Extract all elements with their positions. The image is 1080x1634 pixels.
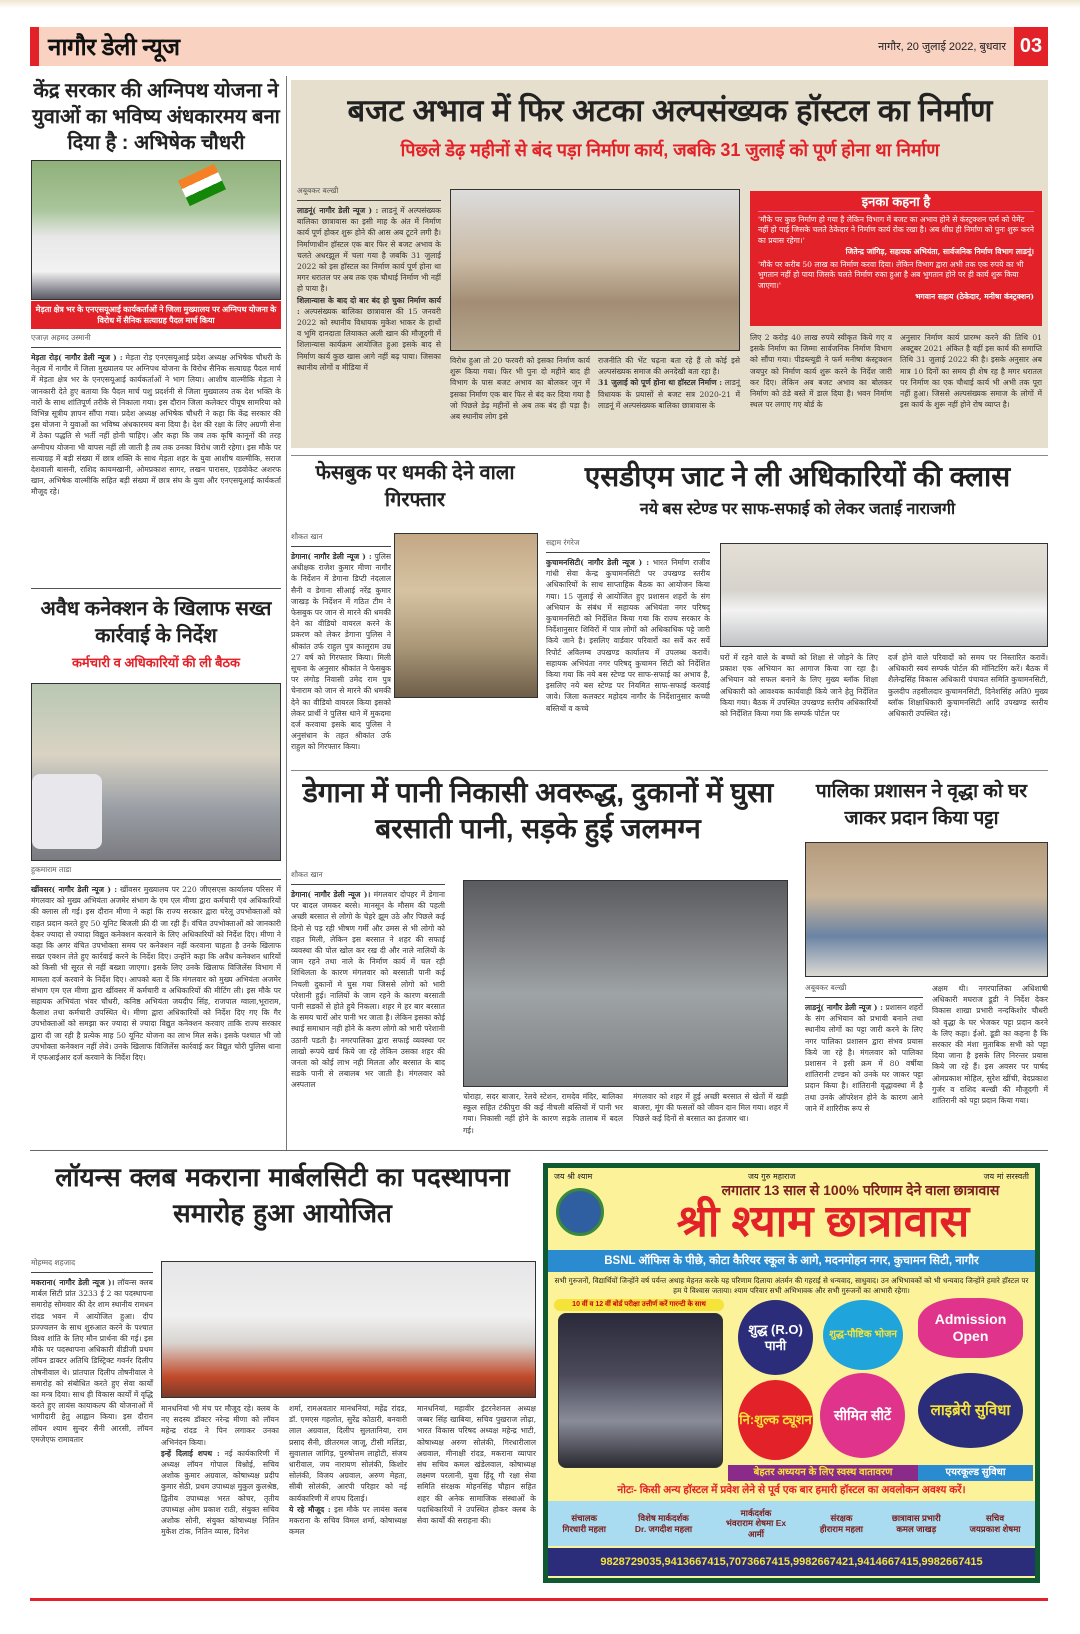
feature-nutritious-food: शुद्ध-पौष्टिक भोजन [823,1300,903,1370]
illegal-connection-subheadline: कर्मचारी व अधिकारियों की ली बैठक [71,655,241,670]
sdm-dateline: कुचामनसिटी( नागौर डेली न्यूज ) : [546,558,649,567]
newspaper-title: नागौर डेली न्यूज [48,34,180,61]
sdm-body-1: भारत निर्माण राजीव गांधी सेवा केन्द्र कुचामनसिटी पर उपखण्ड स्तरीय अधिकारियों के साथ साप्ताहिक बैठक का आयोजन किया गया। 15 जुलाई से आयोजित हुए प्रशासन शहरों के संग अभियान के संबंध में सहायक अभियंता नगर परिषद् कुचामनसिटी को निर्देशित किया गया कि राज्य सरकार के निर्देशानुसार शिविरों में पात्र लोगों को अधिकाधिक पट्टे जारी किये जाने है। इसलिए वार्डवार परिवारों का सर्वे कर सर्वे रिपोर्ट अविलम्ब उपखण्ड कार्यालय में उपलब्ध करावें। सहायक अभियंता नगर परिषद् कुचामन सिटी को निर्देशित किया गया कि नये बस स्टेण्ड पर साफ-सफाई का अभाव है, इसलिए नये बस स्टेण्ड पर नियमित साफ-सफाई करवाई जावे। जिला कलक्टर महोदय नागौर के निर्देशानुसार कच्ची बस्तियों व कच्चे [546,558,710,713]
agnipath-photo [31,160,281,300]
facebook-dateline: डेगाना( नागौर डेली न्यूज ) : [291,552,372,561]
rain-headline: डेगाना में पानी निकासी अवरूद्ध, दुकानों में घुसा बरसाती पानी, सड़के हुई जलमग्न [302,777,774,844]
ad-staff-list [548,1501,1035,1546]
hostel-byline: अबूबकर बल्खी [297,186,441,201]
hostel-subheadline: पिछले डेढ़ महीनों से बंद पड़ा निर्माण कार्य, जबकि 31 जुलाई को पूर्ण होना था निर्माण [400,140,940,160]
sdm-col-2: घरों में रहने वाले के बच्चों को शिक्षा से जोड़ने के लिए प्रकाश एक अभियान का आगाज किया जा रहा है। अभियान को सफल बनाने के लिए मुख्य ब्लॉक शिक्षा अधिकारी को आवश्यक कार्यवाही किये जाने हेतु निर्देशित किया गया। बैठक में उपस्थित उपखण्ड स्तरीय अधिकारियों को निर्देशित किया गया कि सम्पर्क पोर्टल पर [720,653,878,719]
hostel-logo-icon [556,1188,604,1236]
illegal-connection-headline: अवैध कनेक्शन के खिलाफ सख्त कार्रवाई के निर्देश [40,598,272,647]
quote-1: 'मौके पर कुछ निर्माण हो गया है लेकिन विभाग में बजट का अभाव होने से कंस्ट्रक्शन फर्म को पेमेंट नहीं हो पाई जिसके चलते ठेकेदार ने निर्माण कार्य रोक रखा है। अब शीघ्र ही निर्माण को पुनः शुरू करने का प्रयास रहेगा।' [758,214,1035,245]
lions-body-3: शर्मा, रामअवतार मानधनियां, महेंद्र रांदड, डॉ. एमएस गहलोत, सुरेंद्र कोठारी, बनवारी लाल अग्रवाल, दिलीप सुलतानिया, राम प्रसाद सैनी, छीतरमल जाजू, टीसी मलिंडा, सुवालाल जांगिड़, पुरुषोत्तम लाहोटी, संजय धारीवाल, जय नारायण सोलंकी, किशोर सोलंकी, विजय अग्रवाल, अरुण मेहता, सीबी सोलंकी, आरपी परिहार को नई कार्यकारिणी में शपथ दिलाई। [289,1404,407,1503]
feature-library: लाइब्रेरी सुविधा [918,1373,1023,1448]
hostel-body-3b: लाडनूं विधायक के प्रयासों से बजट सत्र 2020-21 में लाडनूं में अल्पसंख्यक बालिका छात्रावास के [598,378,740,410]
sdm-byline: सद्दाम रंगरेज [546,538,710,553]
staff-member: मार्कदर्शक भंवराराम शेषमा Ex आर्मी [725,1508,787,1539]
staff-member: छात्रावास प्रभारी कमल जाखड़ [891,1513,941,1534]
rain-dateline: डेगाना( नागौर डेली न्यूज )। [291,890,371,899]
lions-col-1 [31,1258,153,1445]
hostel-body-1b: अल्पसंख्यक बालिका छात्रावास की 15 जनवरी 2022 को स्थानीय विधायक मुकेश भाकर के हाथों व भूमि दानदाता लियाकत अली खान की मौजूदगी में शिलान्यास कार्यक्रम आयोजित हुआ इसके बाद से निर्माण कार्य कुछ खास आगे नहीं बढ़ पाया। जिसका स्थानीय लोगों व मीडिया में [297,306,441,372]
quote-box [750,191,1042,326]
ad-greeting-right: जय मां सरस्वती [983,1172,1029,1181]
quote-2-attribution: भगवान सहाय (ठेकेदार, मनीषा कंस्ट्रक्शन) [915,292,1034,301]
page-top-edge [0,0,1080,8]
feature-free-tuition: नि:शुल्क ट्यूशन [738,1380,813,1460]
patta-dateline: लाडनूं( नागौर डेली न्यूज ) : [805,1003,883,1012]
agnipath-article [31,333,281,498]
hostel-subhead-1: शिलान्यास के बाद दो बार बंद हो चुका निर्माण कार्य : [297,295,441,316]
ad-greeting-left: जय श्री श्याम [554,1172,593,1181]
dateline: नागौर, 20 जुलाई 2022, बुधवार [878,41,1006,53]
ad-thanks: सभी गुरुजनों, विद्यार्थियों जिन्होंने वर्ष पर्यन्त अथाह मेहनत करके यह परिणाम दिलाया अंतर्मन की गहराई से धन्यवाद, साधुवाद। उन अभिभावकों को भी धन्यवाद जिन्होंने हमारे हॉस्टल पर हम पे विश्वास जताया। श्याम परिवार सभी अभिभावक और सभी गुरुजनों का आभारी रहेगा। [554,1276,1029,1295]
facebook-article [291,532,391,753]
quote-box-title: इनका कहना है [758,197,1034,212]
masthead-accent-bar [30,27,39,66]
hostel-advertisement [543,1163,1040,1583]
rain-col-2: चोराहा, सदर बाजार, रेलवे स्टेशन, रामदेव मंदिर, बालिका स्कूल सहित टंकीपुरा की कई नीचली बस्तियों में पानी भर गया। निकासी नहीं होने के कारण सड़के तालाब में बदल गई। [463,1092,623,1135]
quote-1-attribution: जितेन्द्र जांगिड़, सहायक अभियंता, सार्वजनिक निर्माण विभाग लाडनूं। [845,247,1034,256]
ad-phone-numbers: 9828729035,9413667415,7073667415,9982667421,9414667415,9982667415 [548,1548,1035,1576]
hostel-body-3: राजनीति की भेंट चढ़ना बता रहे हैं तो कोई इसे अल्पसंख्यक समाज की अनदेखी बता रहा है। [598,356,740,377]
flooded-street-photo [463,880,788,1087]
page-bottom-rule [30,1598,1048,1601]
lions-dateline: मकराना( नागौर डेली न्यूज )। [31,1278,115,1287]
car-shape [32,774,102,849]
hostel-body-1: लाडनूं में अल्पसंख्यक बालिका छात्रावास का इसी माह के अंत में निर्माण कार्य पूर्ण होकर शुरू होने की आस अब टूटने लगी है। निर्माणाधीन हॉस्टल एक बार फिर से बजट अभाव के चलते अधरझूल में चला गया है जबकि 31 जुलाई 2022 को इस हॉस्टल का निर्माण कार्य पूर्ण होना था मगर धरातल पर अब तक एक चौथाई निर्माण भी नहीं हो पाया है। [297,206,441,294]
hostel-building-photo [558,1313,723,1468]
ad-note: नोटः- किसी अन्य हॉस्टल में प्रवेश लेने से पूर्व एक बार हमारी हॉस्टल का अवलोकन अवश्य करें। [617,1484,966,1496]
rain-col-3: मंगलवार को शहर में हुई अच्छी बरसात से खेतों में खड़ी बाजरा, मूंग की फसलों को जीवन दान मिल गया। शहर में पिछले कई दिनों से बरसात का इंतजार था। [633,1092,788,1124]
facebook-body: पुलिस अधीक्षक राजेश कुमार मीणा नागौर के निर्देशन में डेगाना डिप्टी नंदलाल सैनी व डेगाना सीआई नरेंद्र कुमार जाखड़ के निर्देशन में गठित टीम ने फेसबुक पर जान से मारने की धमकी देने का वीडियो वायरल करने के प्रकरण को लेकर डेगाना पुलिस ने श्रीकांत उर्फ राहुल पुत्र कालूराम उम्र 27 वर्ष को गिरफ्तार किया। मिली सूचना के अनुसार श्रीकांत ने फेसबुक पर लंगोड़ निवासी उमेद राम पुत्र चेनाराम को जान से मारने की धमकी देने का वीडियो वायरल किया इसको लेकर प्रार्थी ने पुलिस थाने में मुकदमा दर्ज करवाया इसके बाद पुलिस ने अनुसंधान के तहत श्रीकांत उर्फ राहुल को गिरफ्तार किया। [291,552,391,752]
staff-member: सचिव जयप्रकाश शेषमा [969,1513,1021,1534]
divider [30,1150,1048,1151]
patta-body-1: प्रशासन शहरों के संग अभियान को प्रभावी बनाने तथा स्थानीय लोगों का पट्टा जारी करने के लिए नगर पालिका प्रशासन द्वारा संभव प्रयास किये जा रहे है। मंगलवार को पालिका प्रशासन ने इसी क्रम में 80 वर्षीया शांतिरानी टण्डन को उनके घर जाकर पट्टा प्रदान किया है। शांतिरानी वृद्धावस्था में है तथा उनके ऑपरेशन होने के कारण आने जाने में शारिरीक रूप से [805,1003,924,1113]
hostel-col-4: लिए 2 करोड़ 40 लाख रुपये स्वीकृत किये गए व इसके निर्माण का जिम्मा सार्वजनिक निर्माण विभाग को सौंपा गया। पीडब्ल्यूडी ने फर्म मनीषा कंस्ट्रक्शन जयपुर को निर्माण कार्य शुरू करने के निर्देश जारी कर दिए। लेकिन अब बजट अभाव का बोलकर निर्माण को ठंडे बस्ते में डाल दिया है। भवन निर्माण स्थल पर लगाए गए बोर्ड के [750,333,892,410]
lions-body-3b: इस मौके पर लायंस क्लब मकराना के सचिव विमल शर्मा, कोषाध्यक्ष कमल [289,1504,407,1537]
facebook-headline: फेसबुक पर धमकी देने वाला गिरफ्तार [315,462,515,511]
sdm-headline: एसडीएम जाट ने ली अधिकारियों की क्लास [584,461,1011,492]
ad-guarantee-badge: 10 वीं व 12 वीं बोर्ड परीक्षा उत्तीर्ण करें गारन्टी के साथ [554,1299,724,1311]
illegal-connection-byline: हुकमाराम ताडा [31,865,281,880]
facebook-arrest-photo [394,533,538,698]
lions-group-photo [161,1261,536,1398]
sdm-col-3: दर्ज होने वाले परिवादों को समय पर निस्तारित करावें। अधिकारी स्वयं सम्पर्क पोर्टल की मॉनिटरिंग करें। बैठक में शैलेन्द्रसिंह विकास अधिकारी पंचायत समिति कुचामनसिटी, कुलदीप तहसीलदार कुचामनसिटी, दिनेशसिंह अति0 मुख्य ब्लॉक शिक्षाधिकारी कुचामनसिटी आदि उपखण्ड स्तरीय अधिकारी उपस्थित रहे। [888,653,1048,719]
ad-hostel-name: श्री श्याम छात्रावास [676,1197,970,1246]
patta-col-2: अक्षम थी। नगरपालिका अधिशाषी अधिकारी मघराज डूडी ने निर्देश देकर विकास शाखा प्रभारी नन्दकिशोर चौधरी को वृद्धा के घर भेजकर पट्टा प्रदान करने के लिए कहा। ईओ. डूडी का कहना है कि सरकार की मंशा मुताबिक सभी को पट्टा दिया जाना है इसके लिए निरन्तर प्रयास किये जा रहे हैं। इस अवसर पर पार्षद ओमप्रकाश मोहिल, सुरेश खींची, वेदप्रकाश गुर्जर व राशिद बल्खी की मौजूदगी में शांतिरानी को पट्टा प्रदान किया गया। [932,984,1048,1106]
agnipath-byline: एजाज़ अहमद उस्मानी [31,333,281,348]
illegal-connection-article [31,865,281,1063]
hostel-construction-photo [450,189,740,351]
lions-headline: लॉयन्स क्लब मकराना मार्बलसिटी का पदस्थापना समारोह हुआ आयोजित [55,1163,510,1229]
lions-col-4: मानधनियां, महावीर इंटरनेशनल अध्यक्ष जब्बर सिंह खाबिया, सचिव पुखराज लोढ़ा, भारत विकास परिषद अध्यक्ष महेन्द्र भाटी, कोषाध्यक्ष अरुण सोलंकी, गिरधारीलाल अग्रवाल, मीनाक्षी रांदड, मकराना व्यापार संघ सचिव कमल खंडेलवाल, कोषाध्यक्ष लक्ष्मण परलानी, युवा हिंदू गौ रक्षा सेवा समिति संरक्षक मोहनसिंह चौहान सहित शहर की अनेक सामाजिक संस्थाओं के पदाधिकारियों ने उपस्थित होकर क्लब के सेवा कार्यों की सराहना की। [417,1404,536,1526]
lions-col-3 [289,1403,407,1537]
divider [291,770,1048,771]
sdm-subheadline: नये बस स्टेण्ड पर साफ-सफाई को लेकर जताई नाराजगी [639,501,956,518]
hostel-col-3 [598,355,740,411]
lions-body-2b: नई कार्यकारिणी में अध्यक्ष लॉयन गोपाल विश्नोई, सचिव अशोक कुमार अग्रवाल, कोषाध्यक्ष प्रदीप कुमार सेठी, प्रथम उपाध्यक्ष मुकुल कुलश्रेष्ठ, द्वितीय उपाध्यक्ष भरत कोचर, तृतीय उपाध्यक्ष ओम प्रकाश राठी, संयुक्त सचिव अशोक सोनी, संयुक्त कोषाध्यक्ष नितिन मुकेश टांक, नितिन व्यास, दिनेश [161,1448,280,1537]
illegal-connection-photo [31,683,281,861]
staff-member: विशेष मार्कदर्शक Dr. जगदीश महला [634,1513,693,1534]
patta-headline: पालिका प्रशासन ने वृद्धा को घर जाकर प्रदान किया पट्टा [815,781,1028,829]
ad-strip-environment: बेहतर अध्ययन के लिए स्वस्थ वातावरण [728,1465,918,1481]
staff-member: संरक्षक हीराराम महला [819,1513,863,1534]
page-number: 03 [1014,27,1048,66]
rain-col-1 [291,870,445,1091]
hostel-subhead-2: 31 जुलाई को पूर्ण होना था हॉस्टल निर्माण : [598,378,723,388]
ad-tagline: लगातार 13 साल से 100% परिणाम देने वाला छात्रावास [721,1182,1000,1198]
rain-byline: शौकत खान [291,870,445,885]
ad-greeting-center: जय गुरु महाराज [748,1172,796,1181]
feature-admission-open: Admission Open [918,1298,1023,1358]
sdm-meeting-photo [720,543,1048,647]
patta-handover-photo [805,842,1048,977]
hostel-col-1 [297,186,441,373]
hostel-dateline: लाडनूं( नागौर डेली न्यूज ) : [297,206,379,215]
patta-col-1 [805,983,923,1114]
lions-col-2 [161,1403,279,1537]
hostel-col-2: विरोध हुआ तो 20 फरवरी को इसका निर्माण कार्य शुरू किया गया। फिर भी पुनः दो महीने बाद ही विभाग के पास बजट अभाव का बोलकर जून में इसका निर्माण एक बार फिर से बंद कर दिया गया है जो पिछले डेढ़ महीनों से अब तक बंद ही पड़ा है। अब स्थानीय लोग इसे [450,356,590,422]
illegal-connection-body: खींवसर मुख्यालय पर 220 जीएसएस कार्यालय परिसर में मंगलवार को मुख्य अभियंता अजमेर संभाग के एम एल मीणा द्वारा कर्मचारी एवं अधिकारियों की क्लास ली गई। इस दौरान मीणा ने कहां कि राज्य सरकार द्वारा घरेलू उपभोक्ताओं को राहत प्रदान करते हुए 50 यूनिट बिजली फ्री दी जा रही हैं। वंचित उपभोक्ताओं को जानकारी देकर ज्यादा से ज्यादा विद्युत कनेक्शन करवाने के लिए अधिकारियों को निर्देश दिए। मीणा ने कहा कि अगर वंचित उपभोक्ता समय पर कनेक्शन नहीं करवाना चाहता है उनके खिलाफ सख्त एक्शन लेते हुए कार्रवाई करने के निर्देश दिए। उन्होंने कहा कि अवैध कनेक्शन धारियों को किसी भी सूरत से नहीं बख्शा जाएगा। इसके लिए उनके खिलाफ विजिलेंस विभाग में मामला दर्ज करवाने के निर्देश दिए। आपको बता दें कि मंगलवार को मुख्य अभियंता अजमेर संभाग एम एल मीणा द्वारा खींवसर में कर्मचारी व अधिकारियों की मीटिंग ली। इस मौके पर सहायक अभियंता भंवर चौधरी, कनिष्ठ अभियंता जयदीप सिंह, राजपाल ग्वाला,भूराराम, कैलाश तथा कर्मचारी उपस्थित थे। मीणा द्वारा अधिकारियों को निर्देश दिए गए कि गैर उपभोक्ताओं को समझा कर ज्यादा से ज्यादा विद्युत कनेक्शन करवाए ताकि राज्य सरकार द्वारा दी जा रही है प्रत्येक माह 50 यूनिट योजना का लाभ मिल सके। इसके पश्चात भी जो उपभोक्ता कनेक्शन नहीं लेवे। उनके खिलाफ विजिलेंस कार्रवाई कर विद्युत चोरी पुलिस थाना में एफआईआर दर्ज करवाने के निर्देश दिए। [31,885,281,1063]
sdm-col-1 [546,538,710,714]
lions-subhead-2: ये रहे मौजूद : [289,1504,331,1514]
lions-body-1: लॉयन्स क्लब मार्बल सिटी प्रांत 3233 ई 2 का पदस्थापना समारोह सोमवार की देर शाम स्थानीय रामधन रांदड भवन में आयोजित हुआ। दीप प्रज्ज्वलन के साथ शुरुआत करने के पश्चात विश्व शांति के लिए मौन प्रार्थना की गई। इस मौके पर पदस्थापना अधिकारी वीडीजी प्रथम लॉयन डाक्टर अतिथि डिस्ट्रिक्ट गवर्नर दिलीप तोषनीवाल थे। प्रांतपाल दिलीप तोषनीवाल ने समारोह को संबोधित करते हुए सेवा कार्यों का मन्त्र दिया। साथ ही विकास कार्यों में वृद्धि करते हुए लायंस कायाकल्प की योजनाओं में भागीदारी हेतु आह्वान किया। इस दौरान लॉयन श्याम सुन्दर सैनी आरसी, लॉयन एमजेएफ रामावतार [31,1278,153,1444]
hostel-headline: बजट अभाव में फिर अटका अल्पसंख्यक हॉस्टल का निर्माण [347,93,993,128]
illegal-connection-dateline: खींवसर( नागौर डेली न्यूज ) : [31,885,117,894]
quote-2: 'मौके पर करीब 50 लाख का निर्माण करवा दिया। लेकिन विभाग द्वारा अभी तक एक रुपये का भी भुगतान नहीं हो पाया जिसके चलते निर्माण रुका हुआ है अब भुगतान होने पर ही कार्य शुरू किया जाएगा।' [758,259,1024,290]
ad-strip-aircooled: एयरकूल्ड सुविधा [918,1465,1033,1481]
patta-byline: अबूबकर बल्खी [805,983,923,998]
agnipath-photo-caption: मेड़ता क्षेत्र भर के एनएसयूआई कार्यकर्ताओं ने जिला मुख्यालय पर अग्निपथ योजना के विरोध में सैनिक सत्याग्रह पैदल मार्च किया [31,301,281,329]
ad-address: BSNL ऑफिस के पीछे, कोटा कैरियर स्कूल के आगे, मदनमोहन नगर, कुचामन सिटी, नागौर [548,1250,1035,1272]
divider [291,455,1048,456]
rain-body-1: मंगलवार दोपहर में डेगाना पर बादल जमकर बरसे। मानसून के मौसम की पहली अच्छी बरसात से लोगो के चेहरे झूम उठे और पिछले कई दिनो से पड़ रही भीषण गर्मी और उमस से भी लोगो को राहत मिली, लेकिन इस बरसात ने शहर की सफाई व्यवस्था की पोल खोल कर रख दी और नाले नालियों के जाम रहने तथा नाले के निर्माण कार्य में चल रही शिथिलता के कारण मंगलवार को बरसाती पानी कई निचली दुकानों मे घुस गया जिससे लोगो को भारी परेशानी हुई। नालियों के जाम रहने के कारण बरसाती पानी सडकों से होते हुये निकला। शहर मे हर बार बरसात के समय चारों ओर पानी भर जाता है। लेकिन इसका कोई स्थाई समाधान नही होने के करण लोगो को भारी परेशानी उठानी पडती है। नगरपालिका द्वारा सफाई व्यवस्था पर लाखो रूपये खर्च किये जा रहे लेकिन उसका शहर की जनता को कोई लाभ नही मिलता और बरसात के बाद सडके पानी से लबालब भर जाती है। मंगलवार को अस्पताल [291,890,445,1090]
agnipath-body: मेड़ता रोड़ एनएसयूआई प्रदेश अध्यक्ष अभिषेक चौधरी के नेतृत्व में नागौर में जिला मुख्यालय पर अग्निपथ योजना के विरोध सैनिक सत्याग्रह पैदल मार्च में मेड़ता क्षेत्र भर के एनएसयूआई कार्यकर्ताओं ने भाग लिया। आशीष वाल्मीकि मेड़ता ने जानकारी देते हुए बताया कि पैदल मार्च पशु प्रदर्शनी से जिला मुख्यालय तक देश भक्ति के नारों के साथ शांतिपूर्ण तरीके से निकाला गया। इस दौरान जिला कलेक्टर पीयूष सामरिया को विभिन्न सूत्रीय ज्ञापन सौंपा गया। प्रदेश अध्यक्ष अभिषेक चौधरी ने कहा कि केंद्र सरकार की इस योजना ने युवाओं का भविष्य अंधकारमय बना दिया है। देश की रक्षा के लिए अग्रणी सेना में ठेका पद्धति से भर्ती नहीं होनी चाहिए। और कहा कि जब तक कृषि कानूनों की तरह अग्नीपथ योजना भी वापस नहीं ली जाती है तब तक उनका विरोध जारी रहेगा। इस मौके पर सत्याग्रह में बड़ी संख्या में छात्र शक्ति के साथ मेड़ता शहर के युवा आशीष वाल्मीकि, सराज देशवाली बासनी, राशिद कायमखानी, ओमप्रकाश सागर, लखन पारासर, एडवोकेट अशरफ खान, अभिषेक वाल्मीकि सहित बड़ी संख्या में छात्र संघ के युवा और एनएसयूआई कार्यकर्ता मौजूद रहे। [31,353,281,497]
agnipath-headline: केंद्र सरकार की अग्निपथ योजना ने युवाओं का भविष्य अंधकारमय बना दिया है : अभिषेक चौधरी [32,80,280,154]
flag-shape [178,164,226,206]
lions-byline: मोहम्मद शहजाद [31,1258,153,1273]
facebook-byline: शौकत खान [291,532,391,547]
column-divider [286,76,287,1151]
lions-body-2: मानधनियां भी मंच पर मौजूद रहे। क्लब के नए सदस्य डॉक्टर नरेन्द्र मीणा को लॉयन महेन्द्र रांदड ने पिन लगाकर उनका अभिनंदन किया। [161,1404,279,1447]
hostel-col-5: अनुसार निर्माण कार्य प्रारम्भ करने की तिथि 01 अक्टूबर 2021 अंकित है वहीं इस कार्य की समाप्ति तिथि 31 जुलाई 2022 की है। इसके अनुसार अब मात्र 10 दिनों का समय ही शेष रह है मगर धरातल पर निर्माण का एक चौथाई कार्य भी अभी तक पूरा नहीं हुआ। जिससे अल्पसंख्यक समाज के लोगों में इस कार्य के शुरू नहीं होने रोष व्याप्त है। [900,333,1042,410]
divider [31,588,281,589]
feature-ro-water: शुद्ध (R.O) पानी [738,1300,813,1375]
feature-limited-seats: सीमित सीटें [820,1373,905,1458]
agnipath-dateline: मेड़ता रोड़( नागौर डेली न्यूज ) : [31,353,123,362]
lions-subhead-1: इन्हें दिलाई शपथ : [161,1448,220,1458]
masthead [30,27,1048,66]
ad-panel [548,1168,1035,1578]
staff-member: संचालक गिरधारी महला [562,1513,606,1534]
